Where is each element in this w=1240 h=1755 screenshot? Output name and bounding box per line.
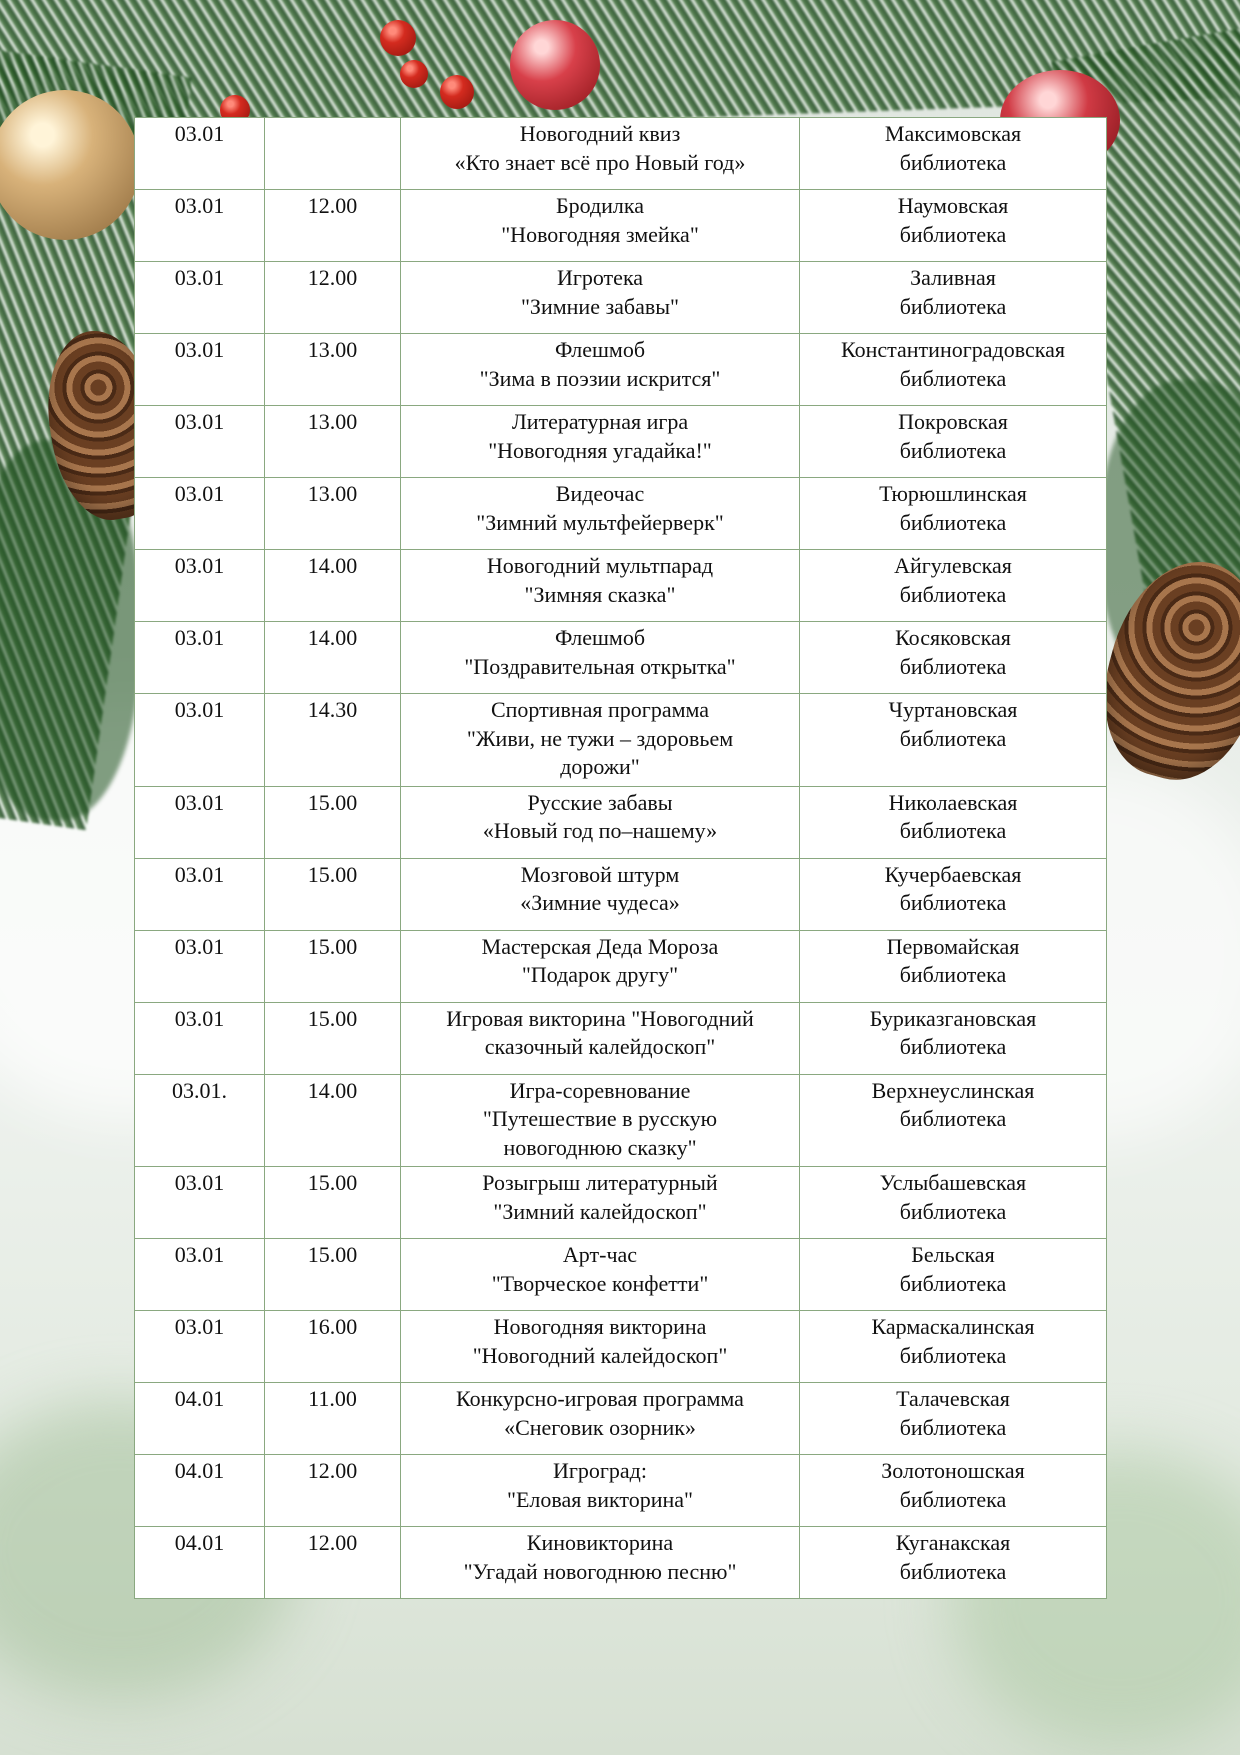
place-line: Кучербаевская xyxy=(884,861,1022,887)
place-line: Тюрюшлинская xyxy=(879,481,1027,506)
place-cell xyxy=(800,550,1107,622)
date-cell: 04.01 xyxy=(135,1383,265,1455)
event-cell xyxy=(401,1455,800,1527)
place-cell xyxy=(800,478,1107,550)
place-line: Талачевская xyxy=(896,1386,1010,1411)
date-cell: 03.01. xyxy=(135,1074,265,1167)
date-cell: 03.01 xyxy=(135,550,265,622)
event-line: Мастерская Деда Мороза xyxy=(481,933,719,959)
event-line: «Зимние чудеса» xyxy=(520,890,680,915)
place-line: библиотека xyxy=(899,365,1007,391)
event-line: "Угадай новогоднюю песню" xyxy=(463,1558,737,1584)
event-line: "Зимние забавы" xyxy=(520,293,680,319)
place-line: библиотека xyxy=(899,293,1007,319)
event-cell xyxy=(401,1002,800,1074)
table-row xyxy=(135,190,1107,262)
place-cell xyxy=(800,1455,1107,1527)
place-line: библиотека xyxy=(899,437,1007,463)
table-row xyxy=(135,334,1107,406)
place-cell xyxy=(800,1239,1107,1311)
event-line: Новогодний мультпарад xyxy=(486,553,714,578)
event-cell xyxy=(401,1167,800,1239)
date-cell: 03.01 xyxy=(135,1239,265,1311)
place-line: библиотека xyxy=(899,1270,1007,1296)
place-cell xyxy=(800,858,1107,930)
place-line: библиотека xyxy=(899,509,1007,535)
event-cell xyxy=(401,1311,800,1383)
event-line: Киновикторина xyxy=(526,1530,674,1555)
place-cell xyxy=(800,930,1107,1002)
event-line: Мозговой штурм xyxy=(520,861,680,887)
time-cell: 15.00 xyxy=(265,930,401,1002)
event-line: Литературная игра xyxy=(511,409,689,434)
place-line: Первомайская xyxy=(886,933,1020,959)
event-line: Розыгрыш литературный xyxy=(482,1170,718,1195)
table-row xyxy=(135,786,1107,858)
event-line: Флешмоб xyxy=(554,625,646,650)
time-cell: 15.00 xyxy=(265,1002,401,1074)
place-line: библиотека xyxy=(899,1414,1007,1440)
table-row xyxy=(135,1527,1107,1599)
place-cell xyxy=(800,622,1107,694)
time-cell: 15.00 xyxy=(265,1239,401,1311)
date-cell: 04.01 xyxy=(135,1455,265,1527)
event-cell xyxy=(401,1383,800,1455)
event-line: сказочный калейдоскоп" xyxy=(484,1034,716,1059)
place-cell xyxy=(800,118,1107,190)
event-cell xyxy=(401,1527,800,1599)
event-line: Флешмоб xyxy=(554,337,646,362)
place-line: библиотека xyxy=(899,1106,1007,1131)
place-line: библиотека xyxy=(899,653,1007,679)
place-line: библиотека xyxy=(899,725,1007,751)
event-line: «Кто знает всё про Новый год» xyxy=(454,149,746,175)
table-row xyxy=(135,1455,1107,1527)
table-row xyxy=(135,1239,1107,1311)
place-cell xyxy=(800,406,1107,478)
event-line: Игротека xyxy=(556,265,644,290)
table-row xyxy=(135,406,1107,478)
time-cell: 15.00 xyxy=(265,1167,401,1239)
date-cell: 03.01 xyxy=(135,930,265,1002)
time-cell: 14.30 xyxy=(265,694,401,787)
place-line: библиотека xyxy=(899,1486,1007,1512)
place-line: библиотека xyxy=(899,221,1007,247)
place-cell xyxy=(800,1074,1107,1167)
event-line: Спортивная программа xyxy=(490,697,710,722)
time-cell: 13.00 xyxy=(265,478,401,550)
time-cell xyxy=(265,118,401,190)
event-line: Игровая викторина "Новогодний xyxy=(446,1005,754,1031)
date-cell: 03.01 xyxy=(135,786,265,858)
event-cell xyxy=(401,930,800,1002)
place-line: библиотека xyxy=(899,818,1007,843)
place-line: Куганакская xyxy=(895,1530,1011,1555)
place-line: Николаевская xyxy=(888,789,1018,815)
place-line: Золотоношская xyxy=(881,1458,1025,1483)
place-line: библиотека xyxy=(899,1342,1007,1368)
event-cell xyxy=(401,858,800,930)
place-line: библиотека xyxy=(899,149,1007,175)
place-line: Константиноградовская xyxy=(841,337,1065,362)
date-cell: 03.01 xyxy=(135,1311,265,1383)
time-cell: 12.00 xyxy=(265,262,401,334)
date-cell: 03.01 xyxy=(135,1167,265,1239)
place-cell xyxy=(800,786,1107,858)
place-cell xyxy=(800,1311,1107,1383)
place-line: Максимовская xyxy=(884,121,1022,146)
date-cell: 03.01 xyxy=(135,190,265,262)
event-line: "Зимний калейдоскоп" xyxy=(493,1198,707,1224)
place-line: библиотека xyxy=(899,1198,1007,1224)
event-line: «Снеговик озорник» xyxy=(504,1414,696,1440)
time-cell: 14.00 xyxy=(265,622,401,694)
time-cell: 12.00 xyxy=(265,1455,401,1527)
place-line: Верхнеуслинская xyxy=(871,1077,1035,1103)
event-cell xyxy=(401,622,800,694)
table-row xyxy=(135,550,1107,622)
place-line: Бельская xyxy=(911,1242,995,1267)
event-cell xyxy=(401,190,800,262)
event-line: Видеочас xyxy=(555,481,645,506)
event-line: Конкурсно-игровая программа xyxy=(456,1386,744,1411)
event-cell xyxy=(401,118,800,190)
date-cell: 03.01 xyxy=(135,622,265,694)
event-line: дорожи" xyxy=(560,754,640,779)
place-cell xyxy=(800,334,1107,406)
place-cell xyxy=(800,1167,1107,1239)
place-cell xyxy=(800,694,1107,787)
event-line: "Подарок другу" xyxy=(521,962,679,987)
date-cell: 03.01 xyxy=(135,694,265,787)
place-cell xyxy=(800,262,1107,334)
place-line: Наумовская xyxy=(897,193,1009,218)
table-row xyxy=(135,118,1107,190)
event-line: новогоднюю сказку" xyxy=(503,1134,697,1160)
red-ornament-icon xyxy=(510,20,600,110)
event-cell xyxy=(401,334,800,406)
event-line: Новогодняя викторина xyxy=(493,1314,707,1339)
event-cell xyxy=(401,1074,800,1167)
table-row xyxy=(135,858,1107,930)
place-line: Буриказгановская xyxy=(869,1005,1037,1031)
table-row xyxy=(135,622,1107,694)
time-cell: 11.00 xyxy=(265,1383,401,1455)
place-line: Покровская xyxy=(898,409,1008,434)
event-cell xyxy=(401,550,800,622)
event-cell xyxy=(401,694,800,787)
event-line: "Зимняя сказка" xyxy=(524,581,676,607)
event-cell xyxy=(401,262,800,334)
table-row xyxy=(135,262,1107,334)
date-cell: 03.01 xyxy=(135,406,265,478)
date-cell: 04.01 xyxy=(135,1527,265,1599)
event-line: "Поздравительная открытка" xyxy=(464,653,736,679)
place-line: Айгулевская xyxy=(894,553,1012,578)
event-line: "Новогодняя змейка" xyxy=(501,221,699,247)
place-line: библиотека xyxy=(899,581,1007,607)
place-cell xyxy=(800,1002,1107,1074)
place-line: Услыбашевская xyxy=(879,1170,1027,1195)
table-row xyxy=(135,1167,1107,1239)
place-cell xyxy=(800,1527,1107,1599)
event-line: «Новый год по–нашему» xyxy=(482,818,718,843)
event-cell xyxy=(401,786,800,858)
place-line: библиотека xyxy=(899,1558,1007,1584)
event-line: "Путешествие в русскую xyxy=(482,1106,718,1131)
place-line: Заливная xyxy=(910,265,996,290)
time-cell: 15.00 xyxy=(265,786,401,858)
place-line: библиотека xyxy=(899,1034,1007,1059)
table-row xyxy=(135,694,1107,787)
event-line: "Еловая викторина" xyxy=(506,1486,694,1512)
table-row xyxy=(135,478,1107,550)
time-cell: 14.00 xyxy=(265,550,401,622)
place-line: Кармаскалинская xyxy=(871,1314,1035,1339)
place-cell xyxy=(800,1383,1107,1455)
time-cell: 14.00 xyxy=(265,1074,401,1167)
events-table xyxy=(134,117,1106,1599)
event-line: "Зима в поэзии искрится" xyxy=(479,365,721,391)
event-line: "Зимний мультфейерверк" xyxy=(476,509,724,535)
date-cell: 03.01 xyxy=(135,262,265,334)
event-line: Новогодний квиз xyxy=(519,121,681,146)
event-line: Игроград: xyxy=(552,1458,647,1483)
table-row xyxy=(135,1311,1107,1383)
event-line: Арт-час xyxy=(562,1242,638,1267)
place-cell xyxy=(800,190,1107,262)
event-line: "Новогодний калейдоскоп" xyxy=(472,1342,728,1368)
time-cell: 12.00 xyxy=(265,190,401,262)
place-line: библиотека xyxy=(899,890,1007,915)
place-line: библиотека xyxy=(899,962,1007,987)
place-line: Косяковская xyxy=(895,625,1011,650)
event-cell xyxy=(401,1239,800,1311)
date-cell: 03.01 xyxy=(135,118,265,190)
time-cell: 13.00 xyxy=(265,334,401,406)
date-cell: 03.01 xyxy=(135,1002,265,1074)
time-cell: 12.00 xyxy=(265,1527,401,1599)
date-cell: 03.01 xyxy=(135,858,265,930)
table-row xyxy=(135,1074,1107,1167)
event-line: "Живи, не тужи – здоровьем xyxy=(466,725,734,751)
date-cell: 03.01 xyxy=(135,334,265,406)
event-line: Русские забавы xyxy=(527,789,673,815)
event-line: "Новогодняя угадайка!" xyxy=(488,437,712,463)
event-line: Бродилка xyxy=(555,193,645,218)
time-cell: 16.00 xyxy=(265,1311,401,1383)
date-cell: 03.01 xyxy=(135,478,265,550)
time-cell: 15.00 xyxy=(265,858,401,930)
table-row xyxy=(135,930,1107,1002)
table-row xyxy=(135,1002,1107,1074)
event-line: "Творческое конфетти" xyxy=(491,1270,709,1296)
table-row xyxy=(135,1383,1107,1455)
place-line: Чуртановская xyxy=(888,697,1018,722)
time-cell: 13.00 xyxy=(265,406,401,478)
event-line: Игра-соревнование xyxy=(509,1077,691,1103)
event-cell xyxy=(401,478,800,550)
event-cell xyxy=(401,406,800,478)
